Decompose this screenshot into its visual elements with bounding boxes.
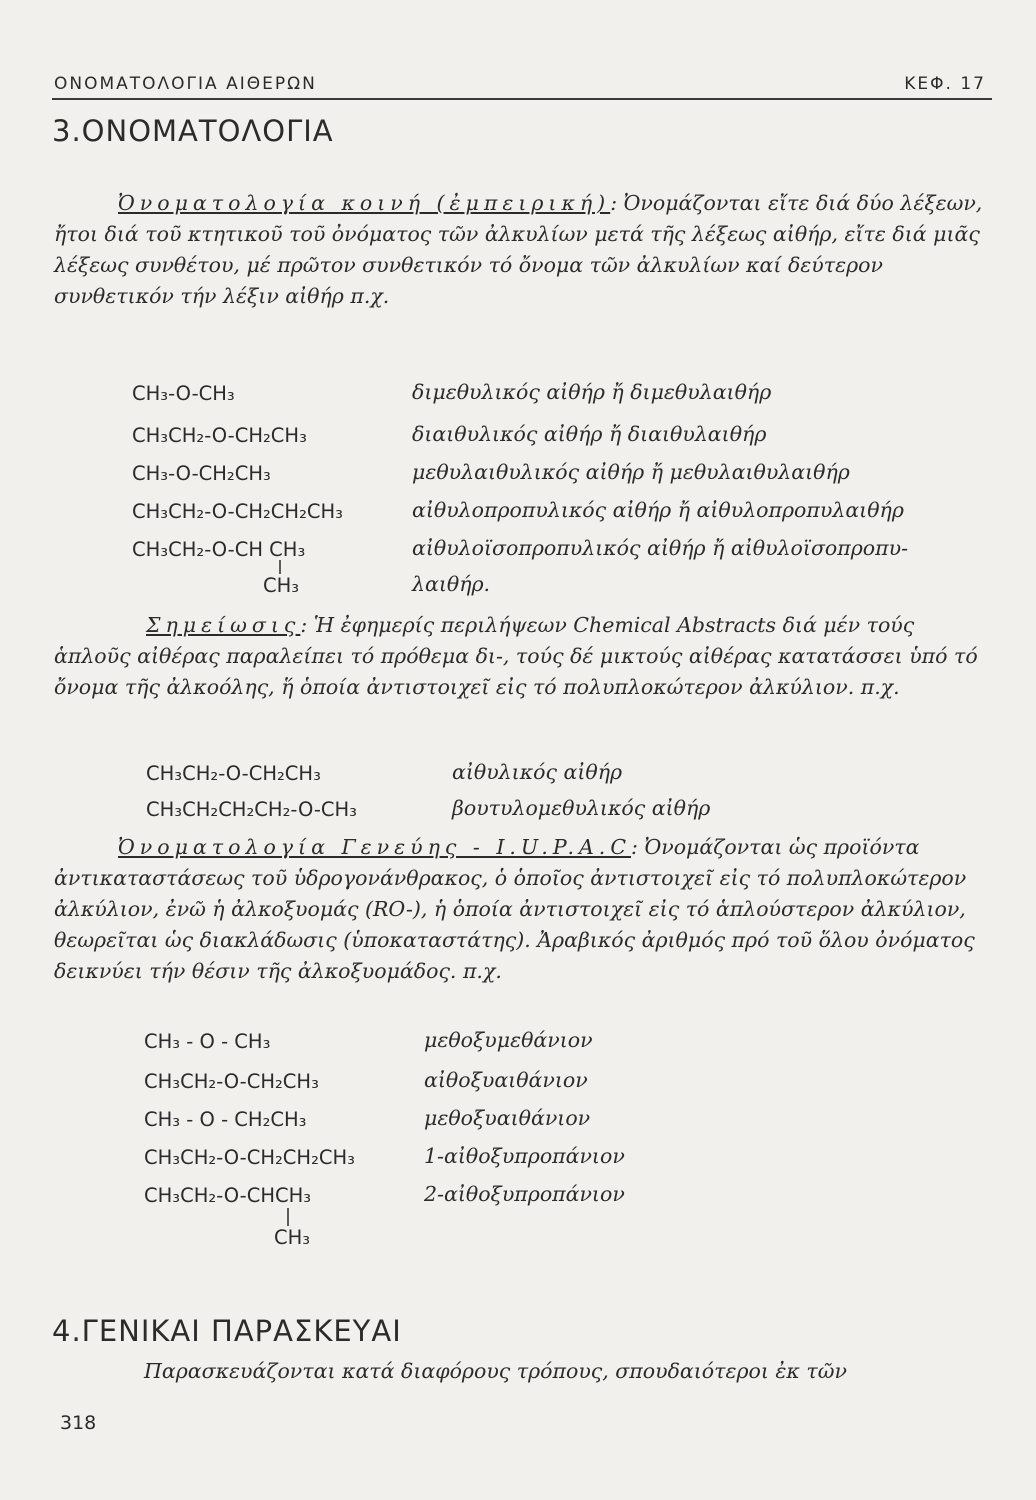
name-1-ethoxypropane: 1-αἰθοξυπροπάνιον xyxy=(424,1144,625,1168)
formula-2-ethoxypropane: CH₃CH₂-O-CHCH₃ xyxy=(144,1184,312,1207)
iupac-text: : Ὀνομάζονται ὡς προϊόντα ἀντικαταστάσεως τοῦ ὑδρογονάνθρακος, ὁ ὁποῖος ἀντιστοιχεῖ εἰς τό πολυπλοκώτερον ἀλκύλιον, ἐνῶ ἡ ἀλκοξυομάς (RO-), ἡ ὁποία ἀντιστοιχεῖ εἰς τό ἁπλούστερον ἀλκύλιον, θεωρεῖται ὡς διακλάδωσις (ὑποκαταστάτης). Ἀραβικός ἀριθμός πρό τοῦ ὅλου ὀνόματος δεικνύει τήν θέσιν τῆς ἀλκοξυομάδος. π.χ. xyxy=(54,835,975,983)
name-ethoxyethane: αἰθοξυαιθάνιον xyxy=(424,1068,588,1092)
iupac-paragraph xyxy=(54,832,989,987)
common-nomenclature-paragraph xyxy=(54,188,989,312)
running-head xyxy=(52,72,992,100)
formula-methoxymethane: CH₃ - O - CH₃ xyxy=(144,1030,271,1053)
branch-methyl-group: CH₃ xyxy=(263,574,300,597)
name-ethyl-propyl-ether: αἰθυλοπροπυλικός αἰθήρ ἤ αἰθυλοπροπυλαιθήρ xyxy=(412,498,904,522)
name-continuation: λαιθήρ. xyxy=(412,572,491,596)
running-head-title: ΟΝΟΜΑΤΟΛΟΓΙΑ ΑΙΘΕΡΩΝ xyxy=(54,74,317,94)
common-nomenclature-heading: Ὀνοματολογία κοινή (ἐμπειρική) xyxy=(118,191,611,215)
iupac-branch-bond-line xyxy=(285,1208,291,1226)
formula-ethyl-isopropyl-ether: CH₃CH₂-O-CH CH₃ xyxy=(132,538,306,561)
section-3-title: 3.ΟΝΟΜΑΤΟΛΟΓΙΑ xyxy=(52,114,334,148)
name-dimethyl-ether: διμεθυλικός αἰθήρ ἤ διμεθυλαιθήρ xyxy=(412,380,772,404)
section-4-text: Παρασκευάζονται κατά διαφόρους τρόπους, σπουδαιότεροι ἐκ τῶν xyxy=(144,1359,847,1383)
formula-ethyl-propyl-ether: CH₃CH₂-O-CH₂CH₂CH₃ xyxy=(132,500,343,523)
name-diethyl-ether-ca: αἰθυλικός αἰθήρ xyxy=(452,760,623,784)
formula-1-ethoxypropane: CH₃CH₂-O-CH₂CH₂CH₃ xyxy=(144,1146,355,1169)
formula-butyl-methyl-ether: CH₃CH₂CH₂CH₂-O-CH₃ xyxy=(146,798,357,821)
chapter-label: ΚΕΦ. 17 xyxy=(904,74,986,94)
note-text: : Ἡ ἐφημερίς περιλήψεων Chemical Abstracts διά μέν τούς ἁπλοῦς αἰθέρας παραλείπει τό πρόθεμα δι-, τούς δέ μικτούς αἰθέρας κατατάσσει ὑπό τό ὄνομα τῆς ἀλκοόλης, ἥ ὁποία ἀντιστοιχεῖ εἰς τό πολυπλοκώτερον ἀλκύλιον. π.χ. xyxy=(54,613,978,699)
name-methoxymethane: μεθοξυμεθάνιον xyxy=(424,1028,593,1052)
name-butyl-methyl-ether: βουτυλομεθυλικός αἰθήρ xyxy=(452,796,711,820)
iupac-branch-methyl-group: CH₃ xyxy=(274,1226,311,1249)
section-4-title: 4.ΓΕΝΙΚΑΙ ΠΑΡΑΣΚΕΥΑΙ xyxy=(52,1314,402,1348)
name-diethyl-ether: διαιθυλικός αἰθήρ ἤ διαιθυλαιθήρ xyxy=(412,422,767,446)
formula-ethoxyethane: CH₃CH₂-O-CH₂CH₃ xyxy=(144,1070,319,1093)
page-number: 318 xyxy=(60,1412,97,1434)
iupac-heading: Ὀνοματολογία Γενεύης - I.U.P.A.C xyxy=(118,835,632,859)
formula-diethyl-ether-ca: CH₃CH₂-O-CH₂CH₃ xyxy=(146,762,321,785)
name-2-ethoxypropane: 2-αἰθοξυπροπάνιον xyxy=(424,1182,625,1206)
formula-diethyl-ether: CH₃CH₂-O-CH₂CH₃ xyxy=(132,424,307,447)
common-nomenclature-text: : Ὀνομάζονται εἴτε διά δύο λέξεων, ἤτοι διά τοῦ κτητικοῦ τοῦ ὀνόματος τῶν ἀλκυλίων μετά τῆς λέξεως αἰθήρ, εἴτε διά μιᾶς λέξεως συνθέτου, μέ πρῶτον συνθετικόν τό ὄνομα τῶν ἀλκυλίων καί δεύτερον συνθετικόν τήν λέξιν αἰθήρ π.χ. xyxy=(54,191,983,308)
note-heading: Σημείωσις xyxy=(146,613,301,637)
formula-methyl-ethyl-ether: CH₃-O-CH₂CH₃ xyxy=(132,462,271,485)
branch-bond-line xyxy=(277,560,283,574)
note-paragraph xyxy=(54,610,989,703)
name-methoxyethane: μεθοξυαιθάνιον xyxy=(424,1106,591,1130)
name-methyl-ethyl-ether: μεθυλαιθυλικός αἰθήρ ἤ μεθυλαιθυλαιθήρ xyxy=(412,460,850,484)
formula-dimethyl-ether: CH₃-O-CH₃ xyxy=(132,382,235,405)
name-ethyl-isopropyl-ether: αἰθυλοϊσοπροπυλικός αἰθήρ ἤ αἰθυλοϊσοπροπυ- xyxy=(412,536,909,560)
formula-methoxyethane: CH₃ - O - CH₂CH₃ xyxy=(144,1108,307,1131)
